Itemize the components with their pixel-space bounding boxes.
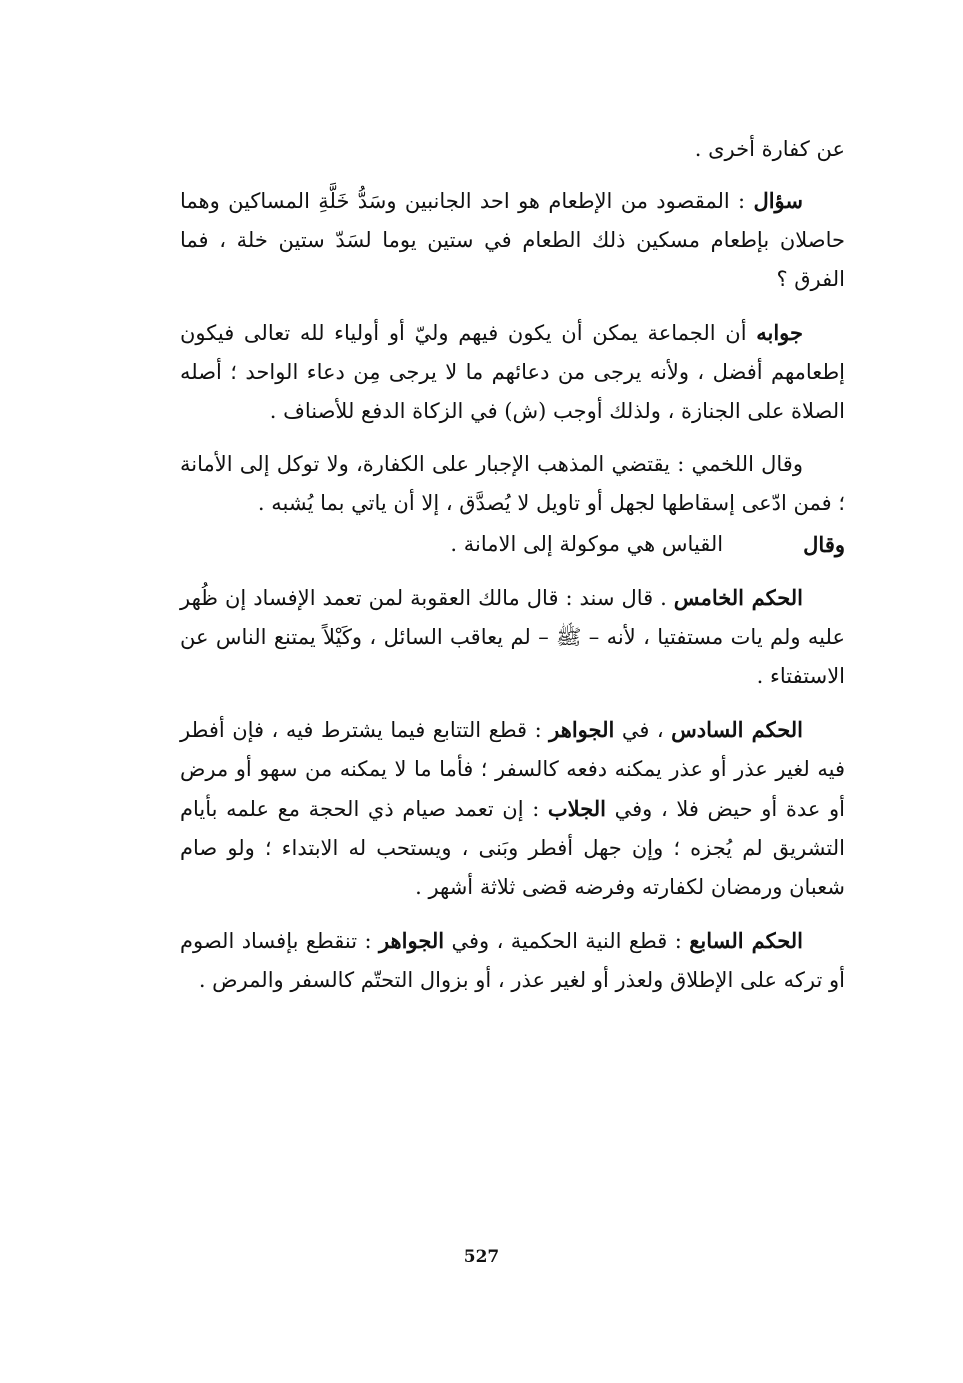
paragraph-fifth-ruling bbox=[180, 578, 845, 696]
paragraph-continuation bbox=[180, 130, 845, 169]
paragraph-qiyas-line bbox=[180, 525, 845, 564]
keyword-seventh-ruling: الحكم السابع bbox=[689, 928, 804, 953]
paragraph-answer bbox=[180, 313, 845, 431]
paragraph-lakhmi bbox=[180, 445, 845, 523]
paragraph-text: : المقصود من الإطعام هو احد الجانبين وسَدُّ خَلَّةِ المساكين وهما حاصلان بإطعام مسكين ذلك الطعام في ستين يوما لسَدّ ستين خلة ، فما الفرق ؟ bbox=[180, 189, 845, 291]
paragraph-seventh-ruling bbox=[180, 921, 845, 1000]
keyword-wa-qala: وقال bbox=[803, 532, 845, 557]
page-number: 527 bbox=[463, 1247, 500, 1267]
paragraph-text: : قطع التتابع فيما يشترط فيه ، فإن أفطر فيه لغير عذر أو عذر يمكنه دفعه كالسفر ؛ فأما ما لا يمكنه من سهو أو مرض أو عدة أو حيض فلا ، وفي bbox=[180, 718, 845, 821]
keyword-question: سؤال bbox=[753, 188, 804, 213]
keyword-fifth-ruling: الحكم الخامس bbox=[673, 585, 803, 610]
keyword-sixth-ruling: الحكم السادس bbox=[671, 717, 803, 742]
keyword-jawahir: الجواهر bbox=[549, 717, 615, 742]
paragraph-sixth-ruling bbox=[180, 710, 845, 907]
paragraph-text: القياس هي موكولة إلى الامانة . bbox=[450, 532, 724, 556]
paragraph-text: أن الجماعة يمكن أن يكون فيهم وليّ أو أولياء لله تعالى فيكون إطعامهم أفضل ، ولأنه يرجى من دعائهم ما لا يرجى مِن دعاء الواحد ؛ أصله الصلاة على الجنازة ، ولذلك أوجب (ش) في الزكاة الدفع للأصناف . bbox=[180, 321, 845, 423]
keyword-answer: جوابه bbox=[756, 320, 803, 345]
keyword-jawahir: الجواهر bbox=[378, 928, 445, 953]
paragraph-text: : قطع النية الحكمية ، وفي bbox=[444, 929, 690, 953]
paragraph-text: : إن تعمد صيام ذي الحجة مع علمه بأيام التشريق لم يُجزه ؛ وإن جهل أفطر وبَنى ، ويستحب له الابتداء ؛ ولو صام شعبان ورمضان لكفارته وفرضه قضى ثلاثة أشهر . bbox=[180, 797, 845, 899]
paragraph-text: ، في bbox=[614, 718, 672, 742]
paragraph-text: : تنقطع بإفساد الصوم أو تركه على الإطلاق ولعذر أو لغير عذر ، أو بزوال التحتّم كالسفر والمرض . bbox=[180, 929, 845, 992]
line-gap bbox=[723, 525, 803, 564]
keyword-jallab: الجلاب bbox=[547, 796, 606, 821]
page-body bbox=[180, 130, 845, 1014]
paragraph-text: وقال اللخمي : يقتضي المذهب الإجبار على الكفارة، ولا توكل إلى الأمانة ؛ فمن ادّعى إسقاطها لجهل أو تاويل لا يُصدَّق ، إلا أن ياتي بما يُشبه . bbox=[180, 452, 845, 515]
paragraph-question bbox=[180, 181, 845, 299]
paragraph-text: عن كفارة أخرى . bbox=[694, 137, 845, 161]
paragraph-text: . قال سند : قال مالك العقوبة لمن تعمد الإفساد إن ظُهر عليه ولم يات مستفتيا ، لأنه – ﷺ – لم يعاقب السائل ، وكَيْلاً يمتنع الناس عن الاستفتاء . bbox=[180, 586, 845, 688]
